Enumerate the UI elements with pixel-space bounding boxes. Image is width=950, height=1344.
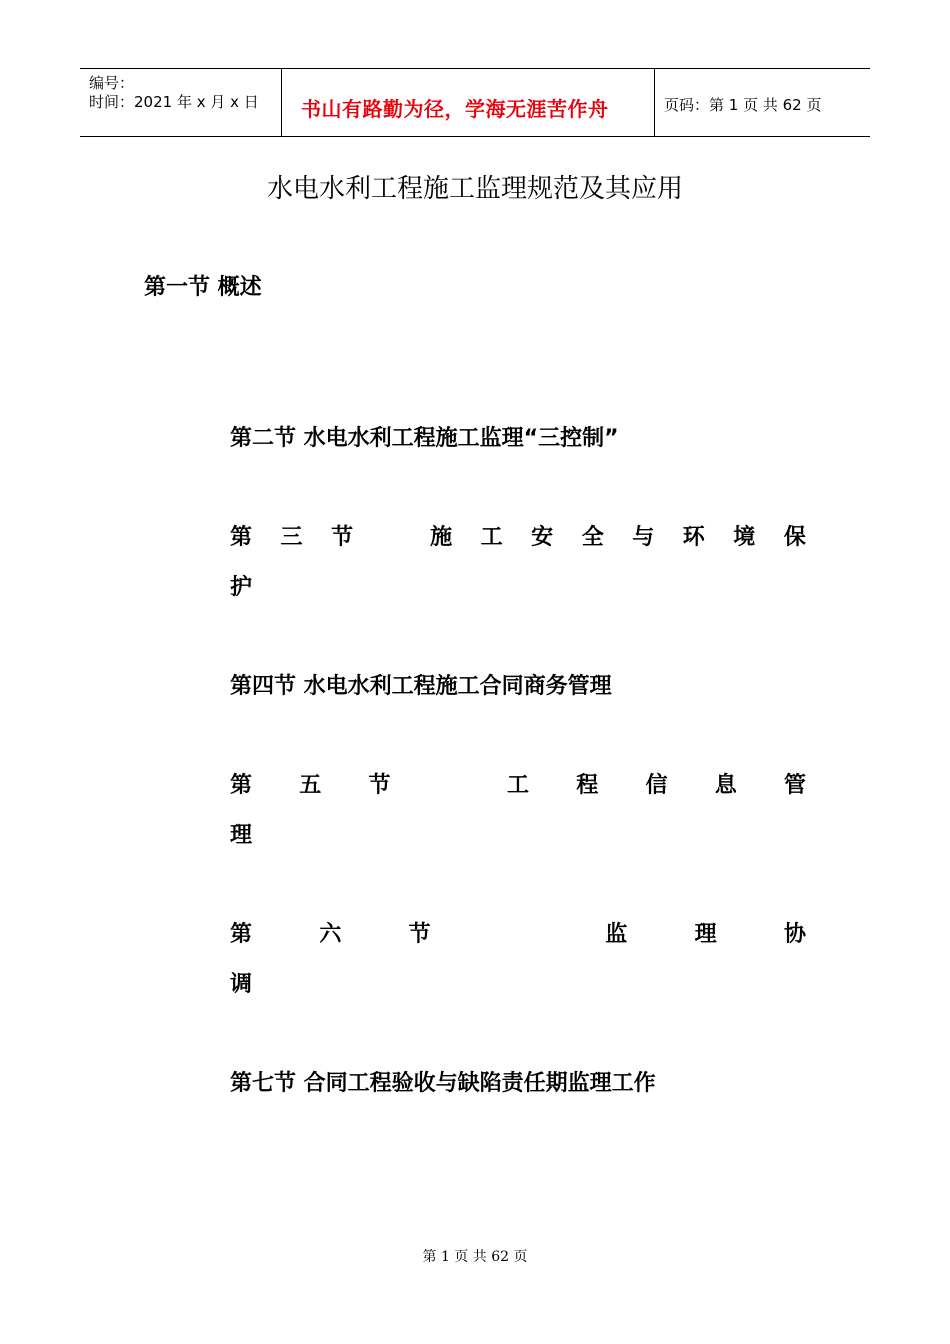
heading-char: 全 <box>581 525 604 550</box>
heading-char: 理 <box>694 922 717 947</box>
heading-char: 第 <box>230 773 253 798</box>
heading-gap <box>438 768 460 799</box>
heading-char: 施 <box>430 525 453 550</box>
section-3-heading-wrap: 护 <box>230 575 253 600</box>
header-table <box>80 68 870 137</box>
section-6-heading-wrap: 调 <box>230 972 253 997</box>
document-date: 时间：2021 年 x 月 x 日 <box>89 93 259 111</box>
section-4-heading: 第四节 水电水利工程施工合同商务管理 <box>230 674 612 699</box>
heading-char: 五 <box>299 773 322 798</box>
header-meta-cell <box>80 69 280 136</box>
heading-char: 安 <box>531 525 554 550</box>
section-1-heading: 第一节 概述 <box>144 275 262 300</box>
heading-char: 工 <box>506 773 529 798</box>
document-title: 水电水利工程施工监理规范及其应用 <box>266 174 683 204</box>
heading-char: 协 <box>783 922 806 947</box>
section-2-heading: 第二节 水电水利工程施工监理“三控制” <box>230 426 619 451</box>
heading-char: 节 <box>368 773 391 798</box>
heading-char: 境 <box>733 525 756 550</box>
header-motto-cell <box>281 69 655 136</box>
heading-gap <box>382 520 402 551</box>
heading-char: 与 <box>632 525 655 550</box>
heading-char: 工 <box>480 525 503 550</box>
heading-char: 六 <box>319 922 342 947</box>
section-3-heading <box>230 520 806 551</box>
heading-char: 节 <box>408 922 431 947</box>
heading-gap <box>498 917 538 948</box>
heading-char: 环 <box>682 525 705 550</box>
section-5-heading-wrap: 理 <box>230 823 253 848</box>
section-6-heading <box>230 917 806 948</box>
header-page-cell <box>654 69 870 136</box>
motto-text: 书山有路勤为径，学海无涯苦作舟 <box>301 97 609 121</box>
heading-char: 监 <box>605 922 628 947</box>
document-number-label: 编号： <box>89 74 135 92</box>
section-5-heading <box>230 768 806 799</box>
heading-char: 保 <box>783 525 806 550</box>
heading-char: 息 <box>714 773 737 798</box>
section-7-heading: 第七节 合同工程验收与缺陷责任期监理工作 <box>230 1071 656 1096</box>
heading-char: 第 <box>230 922 253 947</box>
heading-char: 第 <box>230 525 253 550</box>
heading-char: 三 <box>280 525 303 550</box>
heading-char: 节 <box>331 525 354 550</box>
header-page-info: 页码：第 1 页 共 62 页 <box>664 96 822 114</box>
heading-char: 程 <box>576 773 599 798</box>
page-footer: 第 1 页 共 62 页 <box>422 1249 528 1265</box>
heading-char: 管 <box>783 773 806 798</box>
heading-char: 信 <box>645 773 668 798</box>
